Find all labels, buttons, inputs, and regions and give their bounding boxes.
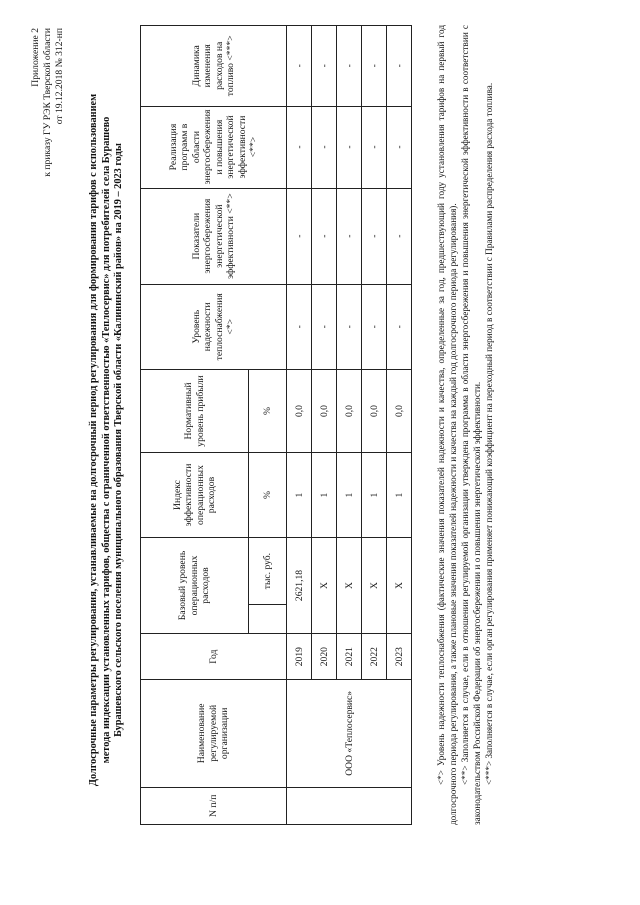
cell-fuel: - — [337, 26, 362, 107]
cell-program: - — [287, 106, 312, 188]
cell-profit: 0,0 — [337, 369, 362, 453]
cell-profit: 0,0 — [287, 369, 312, 453]
appendix-number: Приложение 2 — [30, 28, 41, 87]
cell-program: - — [387, 106, 412, 188]
cell-base: Х — [337, 537, 362, 634]
row-num — [287, 787, 412, 824]
units-base: тыс. руб. — [249, 537, 287, 605]
cell-base: Х — [362, 537, 387, 634]
header-reliability: Уровень надежности теплоснабжения <*> — [141, 284, 287, 369]
org-name: ООО «Теплосервис» — [287, 680, 412, 788]
cell-profit: 0,0 — [387, 369, 412, 453]
cell-reliability: - — [362, 284, 387, 369]
cell-year: 2019 — [287, 634, 312, 680]
cell-energy: - — [387, 188, 412, 284]
header-energy: Показатели энергосбережения энергетической эффективности <**> — [141, 188, 287, 284]
cell-index: 1 — [312, 453, 337, 537]
table-header-row — [141, 26, 249, 825]
document-title — [88, 45, 126, 835]
header-org: Наименование регулируемой организации — [141, 680, 287, 788]
cell-reliability: - — [287, 284, 312, 369]
table-row — [287, 26, 312, 825]
cell-index: 1 — [287, 453, 312, 537]
cell-year: 2022 — [362, 634, 387, 680]
cell-reliability: - — [337, 284, 362, 369]
cell-base: Х — [312, 537, 337, 634]
units-blank — [249, 605, 287, 634]
cell-year: 2020 — [312, 634, 337, 680]
appendix-date: от 19.12.2018 № 312-нп — [54, 28, 65, 125]
cell-base: 2621,18 — [287, 537, 312, 634]
cell-reliability: - — [387, 284, 412, 369]
units-profit: % — [249, 369, 287, 453]
header-fuel: Динамика изменения расходов на топливо <***> — [141, 26, 287, 107]
cell-program: - — [362, 106, 387, 188]
footnote-energy: <**> Заполняется в случае, если в отношении регулируемой организации утверждена программа в области энергосбережения и повышения энергетической эффективности в соответствии с законодательством Российской Федерации об энергосбережении и о повышении энергетической эффективности. — [460, 25, 482, 825]
title-line: Долгосрочные параметры регулирования, устанавливаемые на долгосрочный период регулирования для формирования тарифов с использованием — [88, 93, 99, 787]
header-index: Индекс эффективности операционных расходов — [141, 453, 249, 537]
footnote-fuel: <***> Заполняется в случае, если орган регулирования применяет понижающий коэффициент на переходный период в соответствии с Правилами распределения расхода топлива. — [484, 82, 494, 785]
header-program: Реализация программ в области энергосбережения и повышения энергетической эффективности <**> — [141, 106, 287, 188]
header-base: Базовый уровень операционных расходов — [141, 537, 249, 634]
title-line: метода индексации установленных тарифов, общества с ограниченной ответственностью «Теплосервис» для потребителей села Бурашево — [100, 116, 112, 764]
header-year: Год — [141, 634, 287, 680]
units-index: % — [249, 453, 287, 537]
cell-fuel: - — [362, 26, 387, 107]
cell-energy: - — [362, 188, 387, 284]
footnote-reliability: <*> Уровень надежности теплоснабжения (фактические значения показателей надежности и качества, определенные за год, предшествующий году установления тарифов на первый год долгосрочного периода регулирования, а также плановые значения показателей надежности и качества на каждый год долгосрочного периода регулирования). — [436, 25, 458, 825]
cell-energy: - — [312, 188, 337, 284]
cell-program: - — [312, 106, 337, 188]
appendix-header — [30, 28, 66, 368]
header-num: N п/п — [141, 787, 287, 824]
cell-profit: 0,0 — [362, 369, 387, 453]
cell-year: 2021 — [337, 634, 362, 680]
cell-reliability: - — [312, 284, 337, 369]
cell-energy: - — [337, 188, 362, 284]
appendix-order: к приказу ГУ РЭК Тверской области — [42, 28, 53, 177]
cell-fuel: - — [312, 26, 337, 107]
title-line: Бурашевского сельского поселения муниципального образования Тверской области «Калининский район» на 2019 – 2023 годы — [113, 143, 125, 737]
cell-energy: - — [287, 188, 312, 284]
cell-fuel: - — [387, 26, 412, 107]
cell-index: 1 — [337, 453, 362, 537]
header-profit: Нормативный уровень прибыли — [141, 369, 249, 453]
cell-index: 1 — [387, 453, 412, 537]
footnotes — [435, 25, 495, 825]
cell-index: 1 — [362, 453, 387, 537]
cell-profit: 0,0 — [312, 369, 337, 453]
cell-fuel: - — [287, 26, 312, 107]
parameters-table — [140, 25, 412, 825]
cell-base: Х — [387, 537, 412, 634]
cell-year: 2023 — [387, 634, 412, 680]
cell-program: - — [337, 106, 362, 188]
